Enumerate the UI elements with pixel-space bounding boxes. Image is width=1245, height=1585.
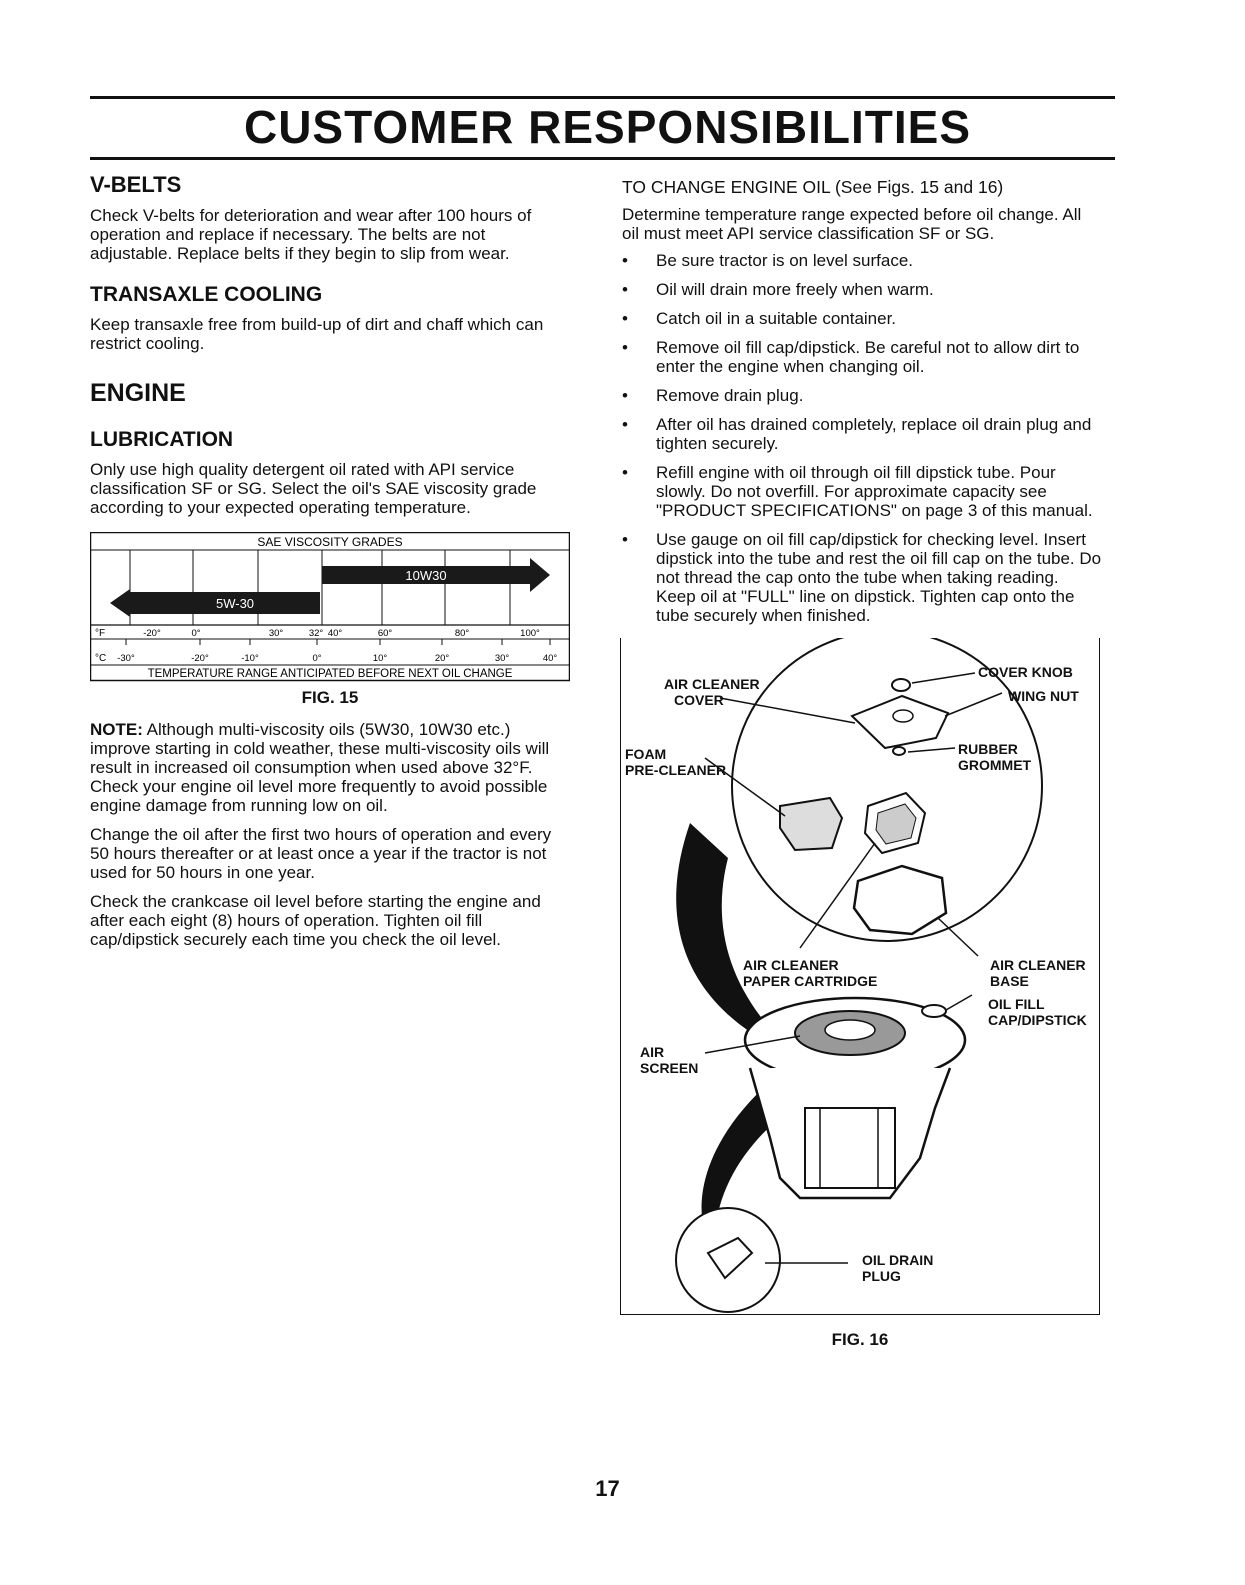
oil-fill-cap-part	[922, 1005, 946, 1017]
check-oil-text: Check the crankcase oil level before starting the engine and after each eight (8) hours of operation. Tighten oil fill cap/dipstick securely each time you check the oil level.	[90, 892, 541, 949]
step-text: After oil has drained completely, replace oil drain plug and tighten securely.	[656, 415, 1092, 453]
label-line: AIR	[640, 1044, 665, 1060]
step-item	[622, 251, 1102, 270]
label-line: AIR CLEANER	[743, 957, 839, 973]
step-item	[622, 338, 1102, 376]
c-tick-label: 0°	[312, 653, 322, 664]
label-line: OIL DRAIN	[862, 1252, 934, 1268]
page-number: 17	[595, 1476, 620, 1501]
lubrication-heading: LUBRICATION	[90, 428, 234, 451]
step-text: Oil will drain more freely when warm.	[656, 280, 934, 299]
chart-title: SAE VISCOSITY GRADES	[257, 535, 403, 549]
right-column	[622, 178, 1102, 635]
c-unit: °C	[95, 653, 107, 664]
label-oil-drain-plug	[862, 1252, 933, 1284]
leader-knob	[912, 673, 975, 683]
change-oil-text: Change the oil after the first two hours of operation and every 50 hours thereafter or at least once a year if the tractor is not used for 50 hours in one year.	[90, 825, 552, 882]
left-column	[90, 170, 572, 517]
chart-footer: TEMPERATURE RANGE ANTICIPATED BEFORE NEXT OIL CHANGE	[147, 668, 513, 680]
label-foam-precleaner	[625, 746, 726, 778]
engine-heading: ENGINE	[90, 379, 186, 407]
label-paper-cartridge	[743, 957, 877, 989]
label-air-screen	[640, 1044, 698, 1076]
label-wing-nut: WING NUT	[1008, 688, 1079, 704]
leader-grommet	[908, 748, 955, 752]
label-line: OIL FILL	[988, 996, 1045, 1012]
step-text: Refill engine with oil through oil fill dipstick tube. Pour slowly. Do not overfill. For approximate capacity see "PRODUCT SPECIFICATIONS" on page 3 of this manual.	[656, 463, 1093, 520]
f-tick-label: 100°	[520, 628, 540, 639]
bullet-dot: •	[622, 530, 628, 549]
label-line: COVER	[674, 692, 724, 708]
c-tick-label: 10°	[372, 653, 388, 664]
label-line: BASE	[990, 973, 1029, 989]
page-title: CUSTOMER RESPONSIBILITIES	[243, 101, 972, 153]
foam-precleaner-part	[780, 798, 842, 850]
air-cleaner-base-part	[854, 866, 946, 934]
c-tick-label: -20°	[191, 653, 209, 664]
f-tick-label: 60°	[377, 628, 393, 639]
cover-knob-part	[892, 679, 910, 691]
label-line: CAP/DIPSTICK	[988, 1012, 1087, 1028]
step-item	[622, 280, 1102, 299]
label-line: AIR CLEANER	[664, 676, 760, 692]
bar-label-5w30: 5W-30	[215, 596, 255, 611]
bullet-dot: •	[622, 251, 628, 270]
sae-viscosity-chart	[90, 532, 570, 682]
c-tick-label: 30°	[494, 653, 510, 664]
step-text: Remove drain plug.	[656, 386, 804, 405]
rubber-grommet-part	[893, 747, 905, 755]
title-rule	[90, 157, 1115, 160]
bullet-dot: •	[622, 338, 628, 357]
label-line: PRE-CLEANER	[625, 762, 727, 778]
bullet-dot: •	[622, 309, 628, 328]
leader-wingnut	[945, 693, 1002, 716]
step-text: Remove oil fill cap/dipstick. Be careful not to allow dirt to enter the engine when changing oil.	[656, 338, 1080, 376]
leader-oilfill	[946, 995, 972, 1010]
transaxle-text: Keep transaxle free from build-up of dirt and chaff which can restrict cooling.	[90, 315, 544, 353]
step-item	[622, 415, 1102, 453]
c-tick-label: -10°	[241, 653, 259, 664]
f-tick-label: 40°	[327, 628, 343, 639]
step-text: Use gauge on oil fill cap/dipstick for checking level. Insert dipstick into the tube and rest the oil fill cap on the tube. Do not thread the cap onto the tube when taking reading. Keep oil at "FULL" line on dipstick. Tighten cap onto the tube securely when finished.	[656, 530, 1102, 625]
c-tick-label: 20°	[434, 653, 450, 664]
bar-label-10w30: 10W30	[405, 568, 447, 583]
f-tick-label: 30°	[268, 628, 284, 639]
f-tick-label: -20°	[143, 628, 161, 639]
change-oil-heading: TO CHANGE ENGINE OIL (See Figs. 15 and 16)	[622, 177, 1004, 197]
oil-change-steps	[622, 251, 1102, 625]
screen-hub	[825, 1020, 875, 1040]
f-tick-label: 80°	[454, 628, 470, 639]
step-item	[622, 530, 1102, 625]
c-tick-label: 40°	[542, 653, 558, 664]
transaxle-heading: TRANSAXLE COOLING	[90, 283, 323, 306]
f-tick-label: 0°	[191, 628, 201, 639]
fig15-caption: FIG. 15	[301, 688, 359, 707]
vbelts-heading: V-BELTS	[90, 172, 182, 197]
step-text: Be sure tractor is on level surface.	[656, 251, 914, 270]
note-text: Although multi-viscosity oils (5W30, 10W30 etc.) improve starting in cold weather, these multi-viscosity oils will result in increased oil consumption when used above 32°F. Check your engine oil level more frequently to avoid possible engine damage from running low on oil.	[90, 720, 550, 815]
note-paragraph	[90, 720, 572, 815]
label-line: FOAM	[625, 746, 667, 762]
label-rubber-grommet	[958, 741, 1031, 773]
label-line: SCREEN	[640, 1060, 699, 1076]
label-oil-fill	[988, 996, 1087, 1028]
note-label: NOTE:	[90, 720, 143, 739]
label-line: PAPER CARTRIDGE	[743, 973, 878, 989]
vbelts-text: Check V-belts for deterioration and wear after 100 hours of operation and replace if necessary. The belts are not adjustable. Replace belts if they begin to slip from wear.	[90, 206, 532, 263]
step-item	[622, 309, 1102, 328]
step-item	[622, 386, 1102, 405]
left-notes	[90, 720, 572, 949]
label-air-cleaner-cover	[664, 676, 760, 708]
label-cover-knob: COVER KNOB	[978, 664, 1073, 680]
label-air-cleaner-base	[990, 957, 1086, 989]
f-unit: °F	[95, 628, 106, 639]
f-ticks	[143, 628, 540, 639]
f-tick-label: 32°	[308, 628, 324, 639]
step-text: Catch oil in a suitable container.	[656, 309, 897, 328]
lubrication-text: Only use high quality detergent oil rated with API service classification SF or SG. Select the oil's SAE viscosity grade according to your expected operating temperature.	[90, 460, 537, 517]
change-oil-intro: Determine temperature range expected before oil change. All oil must meet API service classification SF or SG.	[622, 205, 1082, 243]
label-line: GROMMET	[958, 757, 1032, 773]
label-line: PLUG	[862, 1268, 901, 1284]
bullet-dot: •	[622, 415, 628, 434]
c-tick-label: -30°	[117, 653, 135, 664]
engine-cylinder	[805, 1108, 895, 1188]
label-line: AIR CLEANER	[990, 957, 1086, 973]
step-item	[622, 463, 1102, 520]
label-line: RUBBER	[958, 741, 1018, 757]
top-rule	[90, 96, 1115, 99]
c-ticks	[117, 639, 557, 664]
bullet-dot: •	[622, 386, 628, 405]
fig16-caption: FIG. 16	[831, 1330, 889, 1349]
bullet-dot: •	[622, 463, 628, 482]
bullet-dot: •	[622, 280, 628, 299]
